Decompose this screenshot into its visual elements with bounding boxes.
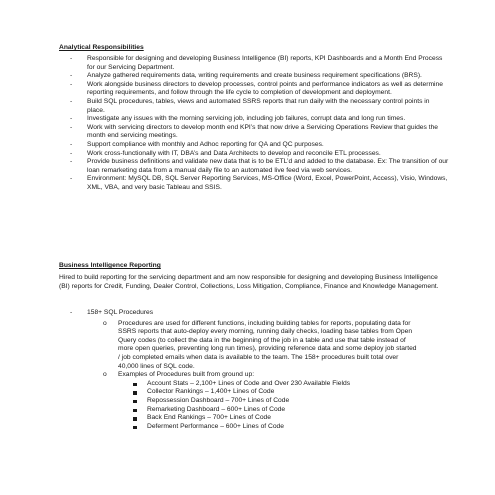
- sql-procedures-heading: 158+ SQL Procedures: [87, 309, 154, 316]
- examples-heading: o Examples of Procedures built from ground up:: [103, 371, 255, 379]
- list-item: Collector Rankings – 1,400+ Lines of Code: [59, 388, 449, 397]
- list-item: - Provide business definitions and validate new data that is to be ETL’d and added to the database. Ex: The transition of our loan remarketing data from a manual daily file to an automated live feed via web services.: [70, 158, 449, 174]
- list-item-text: Support compliance with monthly and Adhoc reporting for QA and QC purposes.: [87, 140, 324, 148]
- list-item-text: Build SQL procedures, tables, views and automated SSRS reports that run daily with the necessary control points in place.: [87, 97, 430, 114]
- list-item-text: Investigate any issues with the morning servicing job, including job failures, corrupt data and long run times.: [87, 115, 406, 123]
- list-item: Account Stats – 2,100+ Lines of Code and Over 230 Available Fields: [59, 380, 449, 389]
- list-item: - Work alongside business directors to develop processes, control points and performance indicators as well as determine reporting requirements, and follow through the life cycle to completion of development and deployment.: [70, 80, 443, 97]
- bi-intro: Hired to build reporting for the servicing department and am now responsible for designing and developing Business Intelligence (BI) reports for Credit, Funding, Dealer Control, Collections, Loss Mitigation, Compliance, Finance and Knowledge Management.: [59, 274, 439, 290]
- list-item-text: Analyze gathered requirements data, writing requirements and create business requirement specifications (BRS).: [87, 72, 422, 80]
- bi-heading: Business Intelligence Reporting: [59, 262, 161, 269]
- list-item: - Build SQL procedures, tables, views and automated SSRS reports that run daily with the necessary control points in place.: [70, 97, 430, 114]
- list-item-text: Work with servicing directors to develop month end KPI’s that now drive a Servicing Operations Review that guides the month end servicing meetings.: [87, 123, 439, 140]
- procedures-description: o Procedures are used for different functions, including building tables for reports, populating data for SSRS reports that auto-deploy every morning, running daily checks, loading base tables from Open Query codes (to collect the data in the beginning of the job in a table and use that table instead of more open queries, preventing long run times), providing reference data and some deploy job started / job completed emails when data is available to the team. The 158+ procedures built total over 40,000 lines of SQL code.: [103, 319, 417, 370]
- list-item: - Support compliance with monthly and Adhoc reporting for QA and QC purposes.: [70, 140, 324, 148]
- list-item: - Work cross-functionally with IT, DBA’s and Data Architects to develop and reconcile ETL processes.: [70, 149, 381, 157]
- analytical-list: [59, 55, 449, 193]
- analytical-heading: Analytical Responsibilities: [59, 44, 144, 51]
- list-item: Remarketing Dashboard – 600+ Lines of Code: [59, 406, 449, 415]
- list-item: Back End Rankings – 700+ Lines of Code: [59, 414, 449, 423]
- list-item-text: Responsible for designing and developing Business Intelligence (BI) reports, KPI Dashboards and a Month End Process for our Servicing Department.: [87, 55, 443, 71]
- sql-procedures-section: [59, 309, 449, 431]
- list-item-text: Work alongside business directors to develop processes, control points and performance indicators as well as determine reporting requirements, and follow through the life cycle to completion of development and deployment.: [87, 80, 443, 97]
- list-item: Repossession Dashboard – 700+ Lines of Code: [59, 397, 449, 406]
- list-item: - Work with servicing directors to develop month end KPI’s that now drive a Servicing Operations Review that guides the month end servicing meetings.: [70, 123, 439, 140]
- list-item: - Investigate any issues with the morning servicing job, including job failures, corrupt data and long run times.: [70, 115, 406, 123]
- list-item: - Analyze gathered requirements data, writing requirements and create business requirement specifications (BRS).: [70, 72, 422, 80]
- sql-procedures-item: - 158+ SQL Procedures: [70, 309, 154, 316]
- examples-list: [59, 380, 449, 432]
- list-item-text: Provide business definitions and validate new data that is to be ETL’d and added to the database. Ex: The transition of our loan remarketing data from a manual daily file to an automated live feed via web services.: [87, 158, 449, 174]
- sql-sub-list: [59, 320, 449, 380]
- list-item: - Responsible for designing and developing Business Intelligence (BI) reports, KPI Dashboards and a Month End Process for our Servicing Department.: [70, 55, 443, 71]
- list-item: - Environment: MySQL DB, SQL Server Reporting Services, MS-Office (Word, Excel, PowerPoint, Access), Visio, Windows, XML, VBA, and very basic Tableau and SSIS.: [70, 175, 448, 191]
- list-item: Deferment Performance – 600+ Lines of Code: [59, 423, 449, 432]
- list-item-text: Work cross-functionally with IT, DBA’s and Data Architects to develop and reconcile ETL processes.: [87, 149, 381, 157]
- list-item-text: Environment: MySQL DB, SQL Server Reporting Services, MS-Office (Word, Excel, PowerPoint, Access), Visio, Windows, XML, VBA, and very basic Tableau and SSIS.: [87, 175, 448, 191]
